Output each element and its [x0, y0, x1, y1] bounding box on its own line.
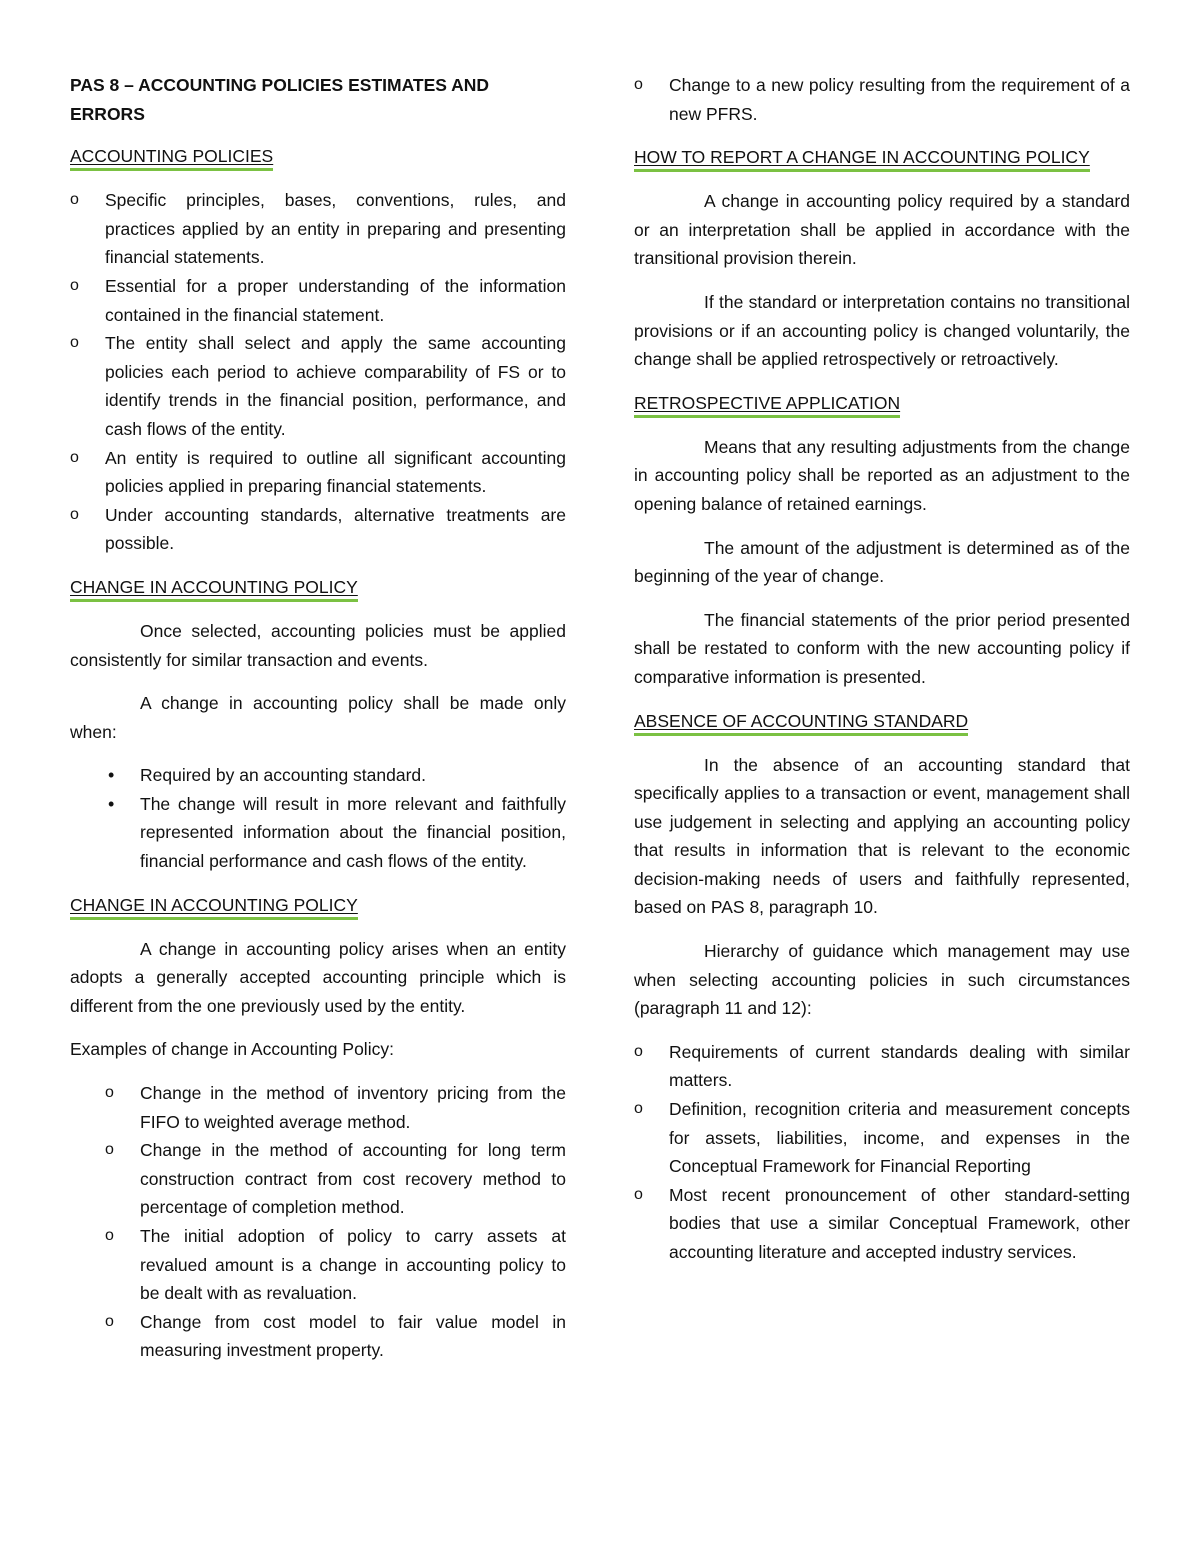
list-item: o Most recent pronouncement of other standard-setting bodies that use a similar Conceptual Framework, other accounting literature and accepted industry services. [634, 1181, 1130, 1267]
paragraph: The financial statements of the prior period presented shall be restated to conform with the new accounting policy if comparative information is presented. [634, 609, 1130, 687]
right-column [634, 71, 1130, 1282]
list-item: • Required by an accounting standard. [70, 761, 566, 790]
list-item: o Under accounting standards, alternative treatments are possible. [70, 501, 566, 558]
heading-absence-of-standard: ABSENCE OF ACCOUNTING STANDARD [634, 709, 968, 736]
hierarchy-list [634, 1038, 1130, 1267]
list-item: o Change in the method of inventory pricing from the FIFO to weighted average method. [105, 1079, 566, 1136]
paragraph: In the absence of an accounting standard that specifically applies to a transaction or event, management shall use judgement in selecting and applying an accounting policy that results in information that is relevant to the economic decision-making needs of users and faithfully represented, based on PAS 8, paragraph 10. [634, 754, 1130, 918]
heading-how-to-report: HOW TO REPORT A CHANGE IN ACCOUNTING POLICY [634, 145, 1090, 172]
paragraph: A change in accounting policy required by a standard or an interpretation shall be applied in accordance with the transitional provision therein. [634, 191, 1130, 269]
list-item: o Change to a new policy resulting from the requirement of a new PFRS. [634, 71, 1130, 128]
list-item: o The initial adoption of policy to carry assets at revalued amount is a change in accounting policy to be dealt with as revaluation. [105, 1222, 566, 1308]
list-item: o Change from cost model to fair value model in measuring investment property. [105, 1308, 566, 1365]
change-conditions-list [70, 761, 566, 875]
heading-change-in-accounting-policy: CHANGE IN ACCOUNTING POLICY [70, 575, 358, 602]
list-item: o Requirements of current standards dealing with similar matters. [634, 1038, 1130, 1095]
paragraph: Means that any resulting adjustments from the change in accounting policy shall be reported as an adjustment to the opening balance of retained earnings. [634, 436, 1130, 514]
paragraph: Hierarchy of guidance which management may use when selecting accounting policies in such circumstances (paragraph 11 and 12): [634, 941, 1130, 1019]
list-item: o Change in the method of accounting for long term construction contract from cost recovery method to percentage of completion method. [105, 1136, 566, 1222]
left-column [70, 71, 566, 1380]
heading-retrospective-application: RETROSPECTIVE APPLICATION [634, 391, 900, 418]
heading-accounting-policies: ACCOUNTING POLICIES [70, 144, 273, 171]
paragraph: A change in accounting policy arises when an entity adopts a generally accepted accounting principle which is different from the one previously used by the entity. [70, 938, 566, 1016]
list-item: • The change will result in more relevant and faithfully represented information about the financial position, financial performance and cash flows of the entity. [70, 790, 566, 876]
examples-list [70, 1079, 566, 1365]
list-item: o Specific principles, bases, conventions, rules, and practices applied by an entity in preparing and presenting financial statements. [70, 186, 566, 272]
paragraph: Once selected, accounting policies must be applied consistently for similar transaction and events. [70, 620, 566, 670]
list-item: o Essential for a proper understanding of the information contained in the financial statement. [70, 272, 566, 329]
examples-list-continued [599, 71, 1130, 128]
list-item: o Definition, recognition criteria and measurement concepts for assets, liabilities, income, and expenses in the Conceptual Framework for Financial Reporting [634, 1095, 1130, 1181]
accounting-policies-list [70, 186, 566, 558]
examples-label: Examples of change in Accounting Policy: [70, 1039, 394, 1060]
list-item: o The entity shall select and apply the same accounting policies each period to achieve comparability of FS or to identify trends in the financial position, performance, and cash flows of the entity. [70, 329, 566, 443]
paragraph: A change in accounting policy shall be made only when: [70, 693, 566, 742]
list-item: o An entity is required to outline all significant accounting policies applied in preparing financial statements. [70, 444, 566, 501]
paragraph: The amount of the adjustment is determined as of the beginning of the year of change. [634, 537, 1130, 587]
heading-change-in-accounting-policy-2: CHANGE IN ACCOUNTING POLICY [70, 893, 358, 920]
paragraph: If the standard or interpretation contains no transitional provisions or if an accounting policy is changed voluntarily, the change shall be applied retrospectively or retroactively. [634, 291, 1130, 370]
document-title: PAS 8 – ACCOUNTING POLICIES ESTIMATES AND ERRORS [70, 75, 490, 124]
